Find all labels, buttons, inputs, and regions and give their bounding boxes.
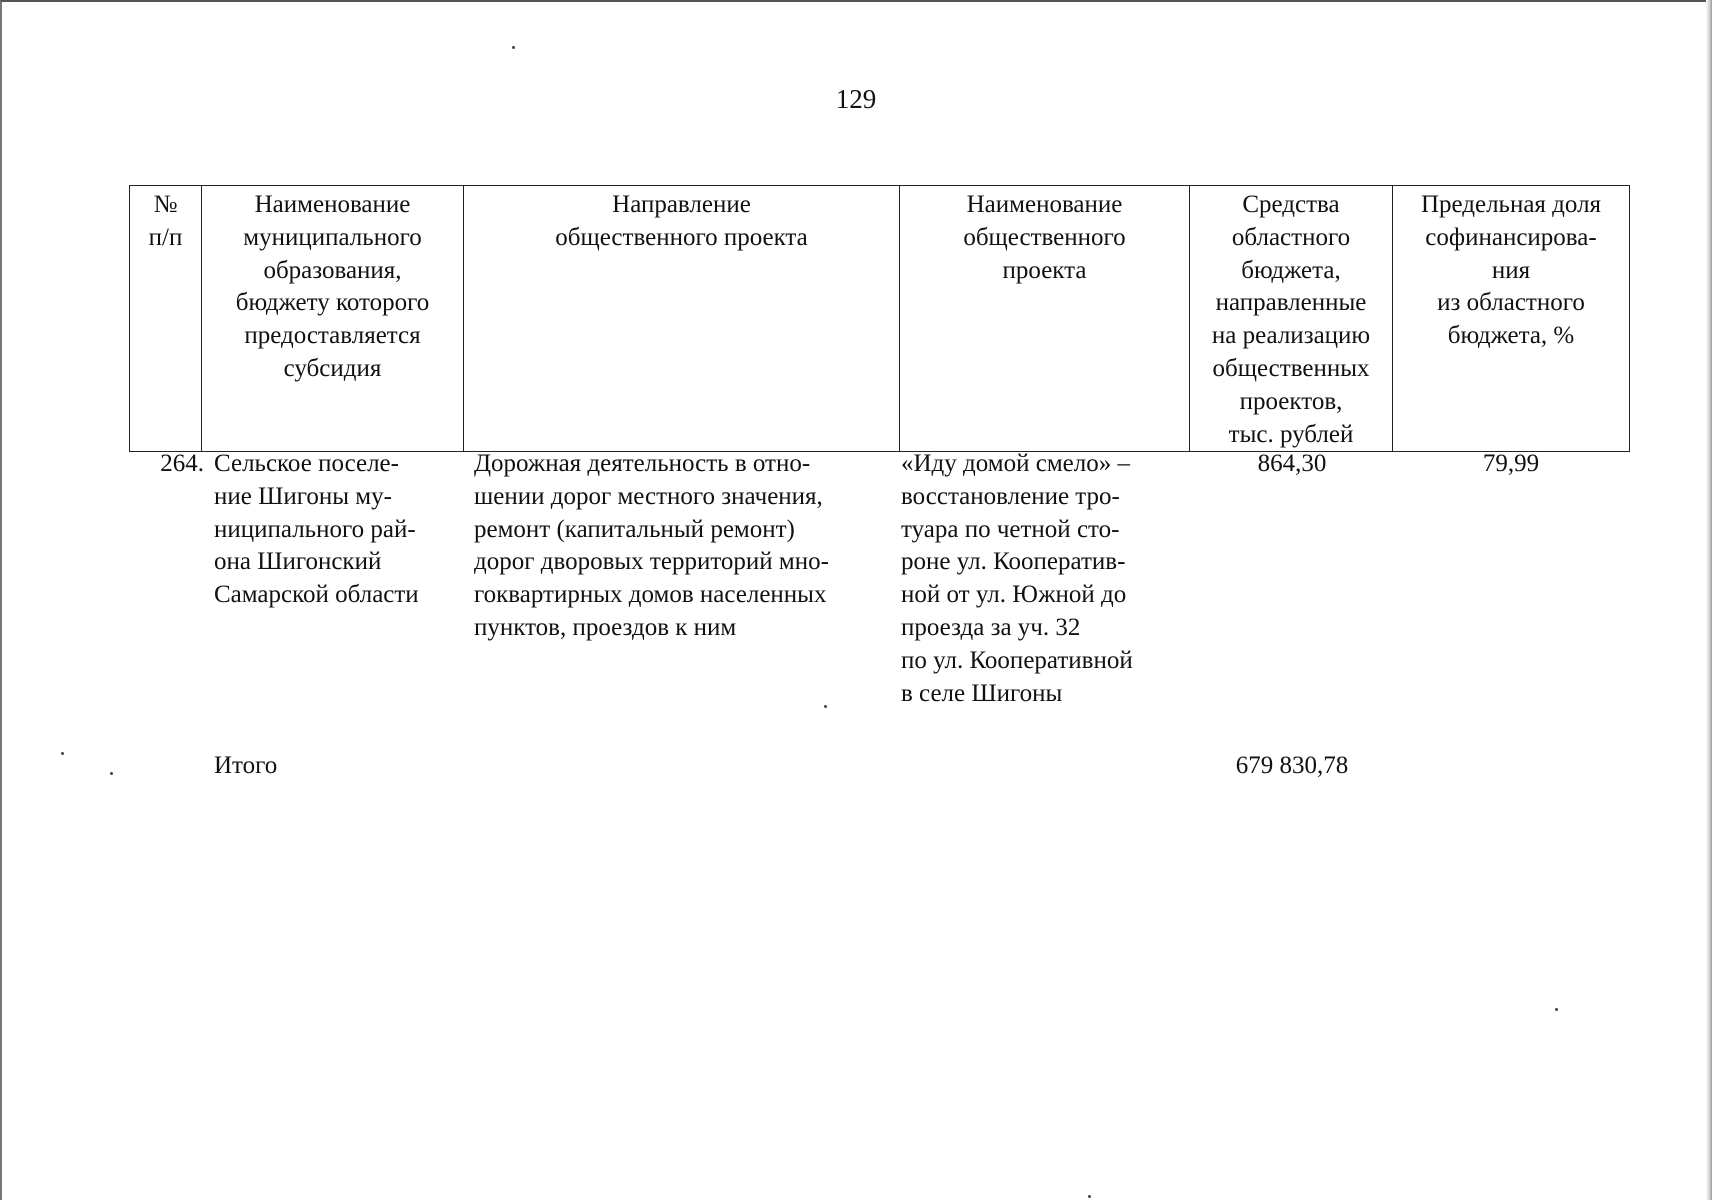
- header-max-share: Предельная доля софинансирова- ния из областного бюджета, %: [1393, 186, 1630, 452]
- header-row: [130, 186, 1630, 452]
- scan-speck: [1088, 1195, 1091, 1198]
- row-max-share: 79,99: [1482, 450, 1540, 477]
- page-number: 129: [835, 84, 877, 114]
- row-direction: Дорожная деятельность в отно- шении дорог местного значения, ремонт (капитальный ремонт) дорог дворовых территорий мно- гоквартирных домов населенных пунктов, проездов к ним: [474, 450, 829, 641]
- row-project-name: «Иду домой смело» – восстановление тро- туара по четной сто- роне ул. Кооператив- ной от ул. Южной до проезда за уч. 32 по ул. Кооперативной в селе Шигоны: [901, 450, 1133, 707]
- scan-speck: [61, 752, 64, 755]
- scan-speck: [1555, 1008, 1558, 1011]
- header-municipality: Наименование муниципального образования, бюджету которого предоставляется субсидия: [202, 186, 464, 452]
- total-value: 679 830,78: [1235, 752, 1349, 779]
- header-number: № п/п: [130, 186, 202, 452]
- scan-speck: [110, 772, 113, 775]
- header-regional-funds: Средства областного бюджета, направленные на реализацию общественных проектов, тыс. рублей: [1190, 186, 1393, 452]
- page-edge-shadow: [1706, 0, 1712, 1200]
- row-regional-funds: 864,30: [1257, 450, 1327, 477]
- scan-speck: [512, 46, 515, 49]
- header-project-name: Наименование общественного проекта: [900, 186, 1190, 452]
- row-municipality: Сельское поселе- ние Шигоны му- ниципального рай- она Шигонский Самарской области: [214, 450, 419, 609]
- total-label: Итого: [214, 752, 278, 779]
- scan-speck: [824, 705, 827, 708]
- header-direction: Направление общественного проекта: [464, 186, 900, 452]
- row-number: 264.: [160, 450, 204, 477]
- table-header: [129, 185, 1630, 452]
